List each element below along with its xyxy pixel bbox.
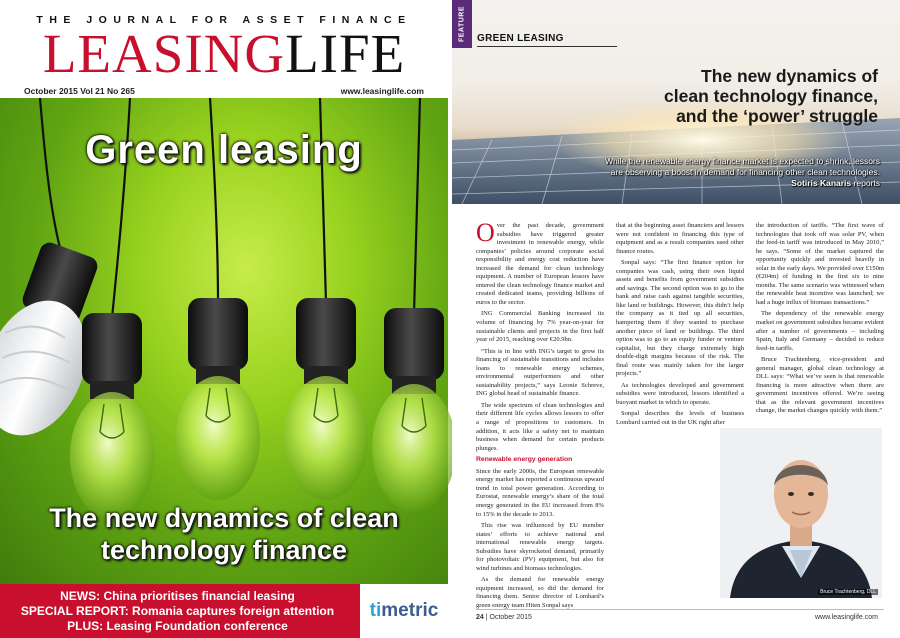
article-author: Sotiris Kanaris: [791, 178, 852, 188]
cover-tagline: THE JOURNAL FOR ASSET FINANCE: [36, 14, 412, 26]
cover-coverlines: [0, 584, 360, 638]
magazine-cover: [0, 0, 448, 638]
masthead-logo: [0, 22, 448, 86]
portrait-photo: [720, 428, 882, 598]
article-subhead: Renewable energy generation: [476, 456, 573, 464]
section-divider: [477, 46, 617, 47]
bulb-3: [70, 313, 154, 520]
hero-solar-image: [452, 0, 900, 204]
cover-subheadline-line2: technology finance: [100, 535, 348, 565]
feature-tab: FEATURE: [452, 0, 472, 48]
masthead-life: LIFE: [285, 23, 406, 84]
section-label: GREEN LEASING: [477, 33, 564, 44]
article-column-1: Over the past decade, government subsidies have triggered greater investment in renewable energy, while companies’ policies around corporate social responsibility and energy cost reduction have increased the demand for clean technology equipment. A number of European lessors have entered the clean technology finance market and created dedicated teams, providing billions of euros to the sector. ING Commercial Banking increased its volume of financing by 7% year-on-year for sustainable clients and projects in the first half year of 2015, reaching over €20.9bn. “This is in line with ING’s target to grow its financing of sustainable transitions and includes loans to renewable energy schemes, environmental outperformers and other sustainability projects,” says Leonie Schreve, ING global head of sustainable finance. The wide spectrum of clean technologies and their different life cycles allows lessors to offer a range of propositions to customers. In addition, it acts like a safety net to maintain business when demand for certain products plunges. Renewable energy generation Since the early 2000s, the European renewable energy market has reported a continuous upward trend in total power generation. According to Eurostat, renewable energy’s share of the total energy generated in the EU increased from 8% to 15% in the decade to 2013. This rise was influenced by EU member states’ efforts to achieve national and international renewable energy targets. Subsidies have skyrocketed demand, primarily for photovoltaic (PV) equipment, but also for wind turbines and biomass technologies. As the demand for renewable energy equipment increased, so did the demand for financing them. Senior director of Lombard’s green energy team Hiten Sonpal says: [476, 218, 604, 609]
article-standfirst: While the renewable energy finance market is expected to shrink, lessors are observing a boost in demand for financing other clean technologies. Sotiris Kanaris reports: [605, 156, 880, 188]
portrait-illustration: [720, 428, 882, 598]
bulb-2: [284, 298, 368, 500]
page-folio: 24 | October 2015: [476, 614, 532, 621]
footer-divider: [476, 609, 884, 610]
cover-subheadline: [0, 502, 448, 566]
coverline-plus: PLUS: Leasing Foundation conference: [67, 619, 288, 633]
timetric-logo: timetric: [360, 584, 448, 638]
cover-subheadline-line1: The new dynamics of clean: [49, 503, 399, 533]
coverline-special-report: SPECIAL REPORT: Romania captures foreign attention: [20, 604, 335, 618]
cover-illustration: [0, 98, 448, 584]
masthead-leasing: LEASING: [42, 23, 286, 84]
cover-website: www.leasinglife.com: [340, 86, 424, 96]
article-column-2: that at the beginning asset financiers and lessors were not confident in financing this type of equipment and as a result companies used other finance routes. Sonpal says: “The first finance option for companies was cash, using their own liquid assets and benefits from government subsidies and savings. The second option was to go to the bank and raise cash against tangible securities, like land or buildings. However, this didn’t help the company as it tied up all securities, hampering them if they wanted to purchase another piece of land or buildings. The third option was to go to an equity funder or venture capitalist, but they charge extremely high double-digit margins because of the risk. The final route was mainly taken for the larger projects.” As technologies developed and government subsidies were introduced, lessors identified a buoyant market in which to operate. Sonpal describes the levels of business Lombard carried out in the UK right after: [616, 222, 744, 427]
drop-cap: O: [476, 218, 495, 247]
feature-page: [452, 0, 900, 638]
article-column-3: the introduction of tariffs. “The first wave of technologies that took off was solar PV, when the feed-in tariff was introduced in May 2010,” he says. “Some of the market captured the opportunity quickly and invested heavily in solar in the early days. We provided over £150m (€204m) of funding in the first six to nine months. The same scenario was witnessed when the renewable heat incentive was launched; we had a huge influx of biomass transactions.” The dependency of the renewable energy market on government subsidies became evident after a number of governments – including Spain, Italy and Germany – decided to reduce feed-in tariffs. Bruce Trachtenberg, vice-president and general manager, global clean technology at DLL says: “What we’ve seen is that renewable financing is more attractive when there are government incentives offered. We’re seeing that as the relevant government incentives change, the market changes quickly with them.”: [756, 222, 884, 415]
issue-info: October 2015 Vol 21 No 265: [24, 86, 135, 96]
cover-headline: Green leasing: [85, 128, 363, 172]
footer-website: www.leasinglife.com: [814, 614, 878, 621]
article-headline: The new dynamics of clean technology finance, and the ‘power’ struggle: [664, 66, 878, 126]
bulb-4: [372, 308, 456, 512]
bulb-1: [176, 298, 260, 500]
coverline-news: NEWS: China prioritises financial leasing: [60, 589, 295, 603]
photo-caption: Bruce Trachtenberg, DLL: [820, 589, 876, 595]
